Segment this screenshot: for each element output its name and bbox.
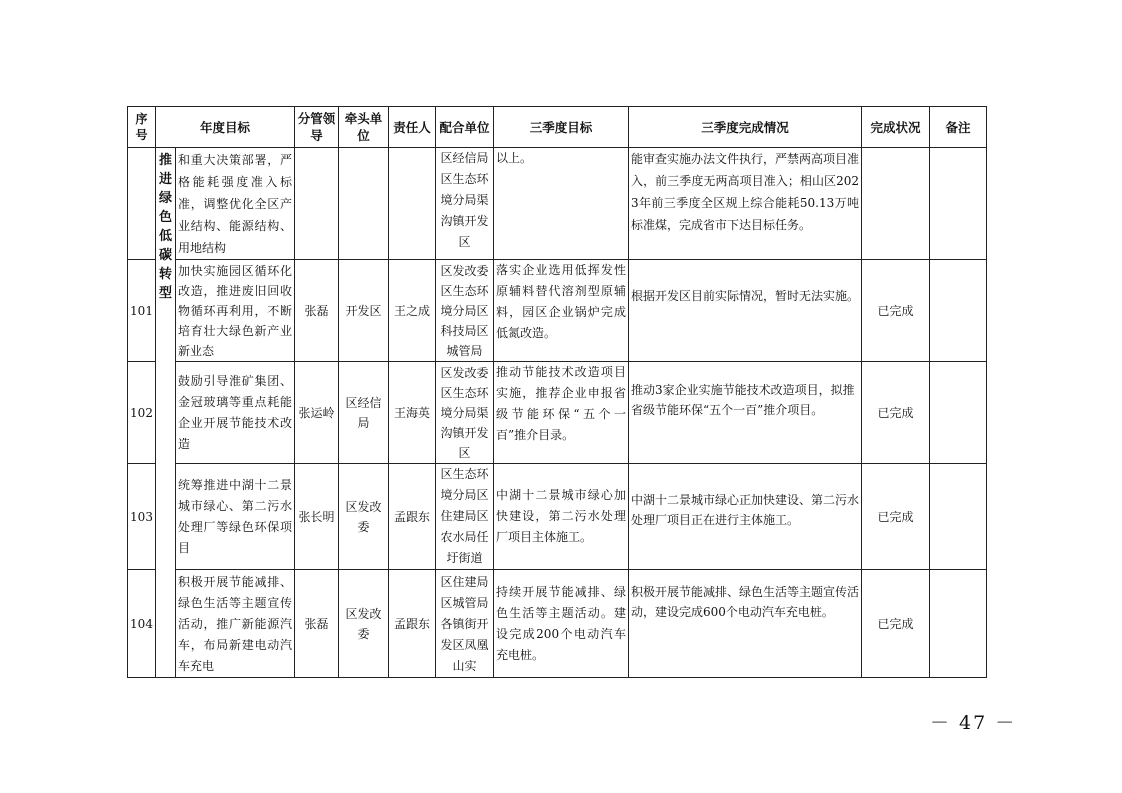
row-q3-status: 积极开展节能减排、绿色生活等主题宣传活动，建设完成600个电动汽车充电桩。 <box>629 570 862 678</box>
row-q3-status: 根据开发区目前实际情况，暂时无法实施。 <box>629 260 862 362</box>
header-q3-status: 三季度完成情况 <box>629 107 862 148</box>
row-coop-unit: 区生态环境分局区住建局区农水局任圩街道 <box>436 464 494 570</box>
row-goal: 积极开展节能减排、绿色生活等主题宣传活动，推广新能源汽车，布局新建电动汽车充电 <box>176 570 295 678</box>
row-person: 王海英 <box>389 362 436 464</box>
row-q3-goal: 持续开展节能减排、绿色生活等主题活动。建设完成200个电动汽车充电桩。 <box>494 570 629 678</box>
row-person: 孟跟东 <box>389 464 436 570</box>
row-q3-goal: 中湖十二景城市绿心加快建设，第二污水处理厂项目主体施工。 <box>494 464 629 570</box>
row-coop-unit: 区发改委区生态环境分局区科技局区城管局 <box>436 260 494 362</box>
header-coop-unit: 配合单位 <box>436 107 494 148</box>
row-q3-status: 推动3家企业实施节能技术改造项目，拟推省级节能环保“五个一百”推介项目。 <box>629 362 862 464</box>
row-notes <box>930 260 987 362</box>
table-header-row <box>128 107 987 148</box>
header-q3-goal: 三季度目标 <box>494 107 629 148</box>
row-q3-goal: 以上。 <box>494 148 629 260</box>
row-done-status: 已完成 <box>862 362 930 464</box>
table-row <box>128 464 987 570</box>
row-leader: 张运岭 <box>295 362 339 464</box>
row-lead-unit <box>339 148 389 260</box>
header-seq: 序号 <box>128 107 156 148</box>
row-q3-goal: 落实企业选用低挥发性原辅料替代溶剂型原辅料，园区企业锅炉完成低氮改造。 <box>494 260 629 362</box>
row-q3-status: 中湖十二景城市绿心正加快建设、第二污水处理厂项目正在进行主体施工。 <box>629 464 862 570</box>
header-lead-unit: 牵头单位 <box>339 107 389 148</box>
row-seq <box>128 148 156 260</box>
row-done-status: 已完成 <box>862 570 930 678</box>
row-coop-unit: 区经信局区生态环境分局渠沟镇开发区 <box>436 148 494 260</box>
row-done-status <box>862 148 930 260</box>
row-notes <box>930 362 987 464</box>
row-notes <box>930 148 987 260</box>
table-row <box>128 570 987 678</box>
row-done-status: 已完成 <box>862 260 930 362</box>
row-q3-status: 能审查实施办法文件执行，严禁两高项目准入，前三季度无两高项目准入；相山区2023年前三季度全区规上综合能耗50.13万吨标准煤，完成省市下达目标任务。 <box>629 148 862 260</box>
row-goal: 和重大决策部署，严格能耗强度准入标准，调整优化全区产业结构、能源结构、用地结构 <box>176 148 295 260</box>
row-person: 王之成 <box>389 260 436 362</box>
header-notes: 备注 <box>930 107 987 148</box>
row-person <box>389 148 436 260</box>
row-leader: 张磊 <box>295 570 339 678</box>
row-q3-goal: 推动节能技术改造项目实施，推荐企业申报省级节能环保“五个一百”推介目录。 <box>494 362 629 464</box>
table-row <box>128 260 987 362</box>
row-coop-unit: 区住建局区城管局各镇街开发区凤凰山实 <box>436 570 494 678</box>
row-goal: 统筹推进中湖十二景城市绿心、第二污水处理厂等绿色环保项目 <box>176 464 295 570</box>
header-done-status: 完成状况 <box>862 107 930 148</box>
row-lead-unit: 区经信局 <box>339 362 389 464</box>
row-person: 孟跟东 <box>389 570 436 678</box>
row-leader <box>295 148 339 260</box>
row-goal: 加快实施园区循环化改造，推进废旧回收物循环再利用，不断培育壮大绿色新产业新业态 <box>176 260 295 362</box>
row-seq: 101 <box>128 260 156 362</box>
row-leader: 张长明 <box>295 464 339 570</box>
row-goal: 鼓励引导淮矿集团、金冠玻璃等重点耗能企业开展节能技术改造 <box>176 362 295 464</box>
row-done-status: 已完成 <box>862 464 930 570</box>
row-notes <box>930 464 987 570</box>
row-lead-unit: 开发区 <box>339 260 389 362</box>
header-person: 责任人 <box>389 107 436 148</box>
row-seq: 104 <box>128 570 156 678</box>
page-number: － 47 － <box>930 712 1017 734</box>
header-annual-goal: 年度目标 <box>156 107 295 148</box>
header-leader: 分管领导 <box>295 107 339 148</box>
category-label: 推进绿色低碳转型 <box>156 148 176 678</box>
table-row <box>128 148 987 260</box>
row-lead-unit: 区发改委 <box>339 464 389 570</box>
row-lead-unit: 区发改委 <box>339 570 389 678</box>
work-target-table <box>127 106 987 678</box>
row-coop-unit: 区发改委区生态环境分局渠沟镇开发区 <box>436 362 494 464</box>
row-notes <box>930 570 987 678</box>
table-row <box>128 362 987 464</box>
row-seq: 103 <box>128 464 156 570</box>
row-leader: 张磊 <box>295 260 339 362</box>
row-seq: 102 <box>128 362 156 464</box>
